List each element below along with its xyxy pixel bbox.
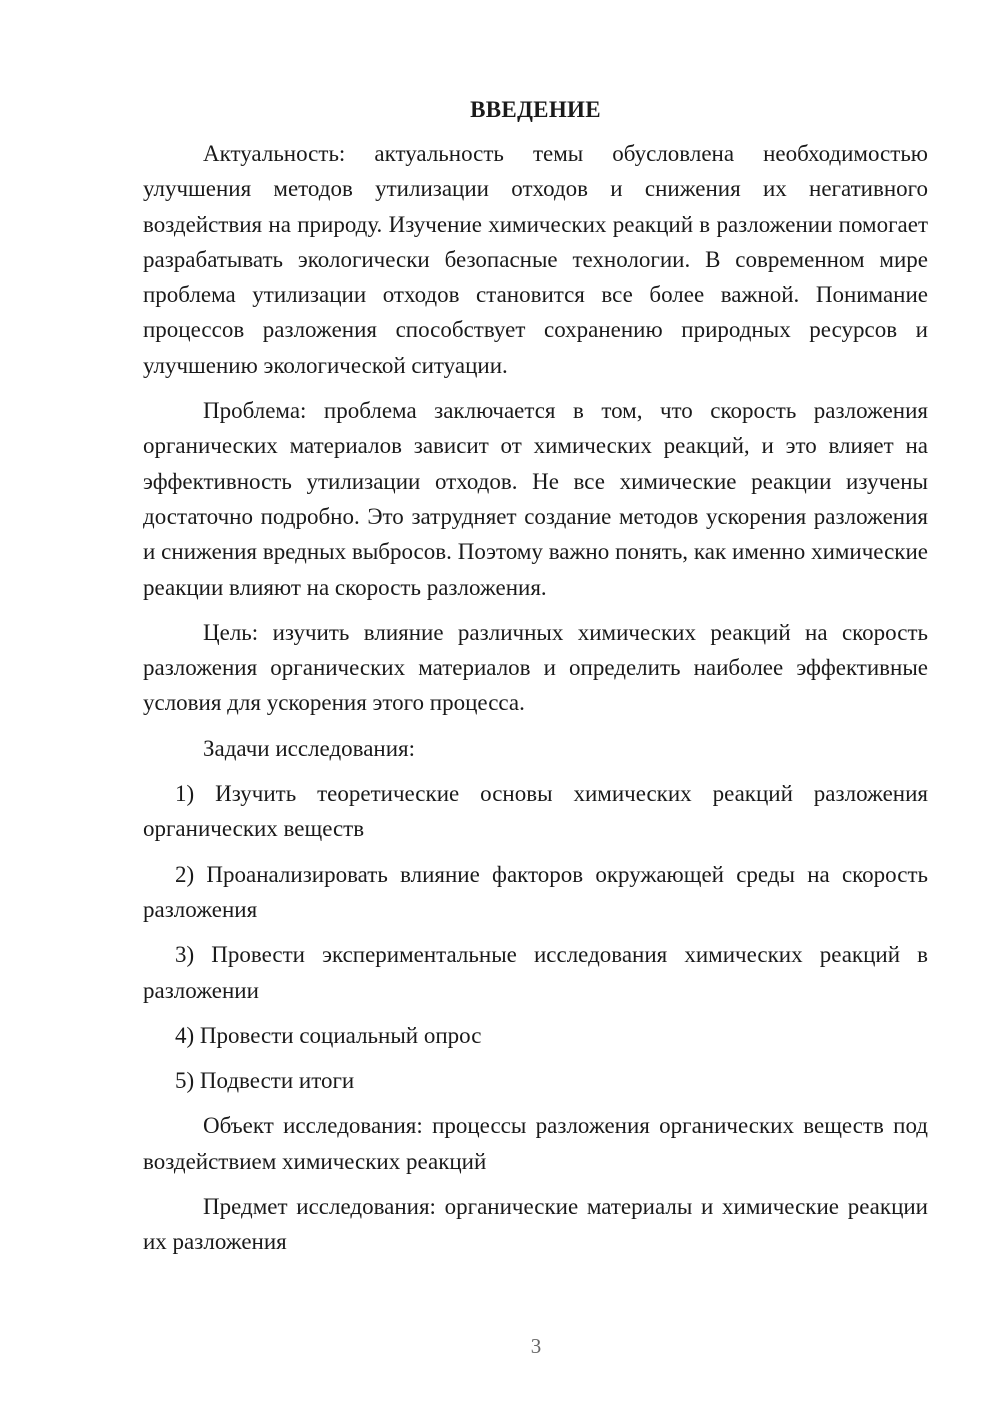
tasks-list xyxy=(143,776,928,1098)
object-paragraph: Объект исследования: процессы разложения органических веществ под воздействием химических реакций xyxy=(143,1113,928,1174)
list-item: 1) Изучить теоретические основы химических реакций разложения органических веществ xyxy=(143,781,928,842)
list-item: 4) Провести социальный опрос xyxy=(175,1022,482,1048)
list-item: 3) Провести экспериментальные исследования химических реакций в разложении xyxy=(143,942,928,1003)
list-item: 2) Проанализировать влияние факторов окружающей среды на скорость разложения xyxy=(143,861,928,922)
list-item: 5) Подвести итоги xyxy=(175,1068,355,1094)
page-body xyxy=(143,94,928,1270)
page-number: 3 xyxy=(530,1334,542,1358)
problem-paragraph: Проблема: проблема заключается в том, что скорость разложения органических материалов зависит от химических реакций, и это влияет на эффективность утилизации отходов. Не все химические реакции изучены достаточно подробно. Это затрудняет создание методов ускорения разложения и снижения вредных выбросов. Поэтому важно понять, как именно химические реакции влияют на скорость разложения. xyxy=(143,398,928,600)
tasks-title: Задачи исследования: xyxy=(203,735,416,761)
subject-paragraph: Предмет исследования: органические материалы и химические реакции их разложения xyxy=(143,1194,928,1255)
goal-paragraph: Цель: изучить влияние различных химических реакций на скорость разложения органических материалов и определить наиболее эффективные условия для ускорения этого процесса. xyxy=(143,619,928,716)
relevance-paragraph: Актуальность: актуальность темы обусловлена необходимостью улучшения методов утилизации отходов и снижения их негативного воздействия на природу. Изучение химических реакций в разложении помогает разрабатывать экологически безопасные технологии. В современном мире проблема утилизации отходов становится все более важной. Понимание процессов разложения способствует сохранению природных ресурсов и улучшению экологической ситуации. xyxy=(143,141,928,378)
page-title: ВВЕДЕНИЕ xyxy=(470,97,601,122)
